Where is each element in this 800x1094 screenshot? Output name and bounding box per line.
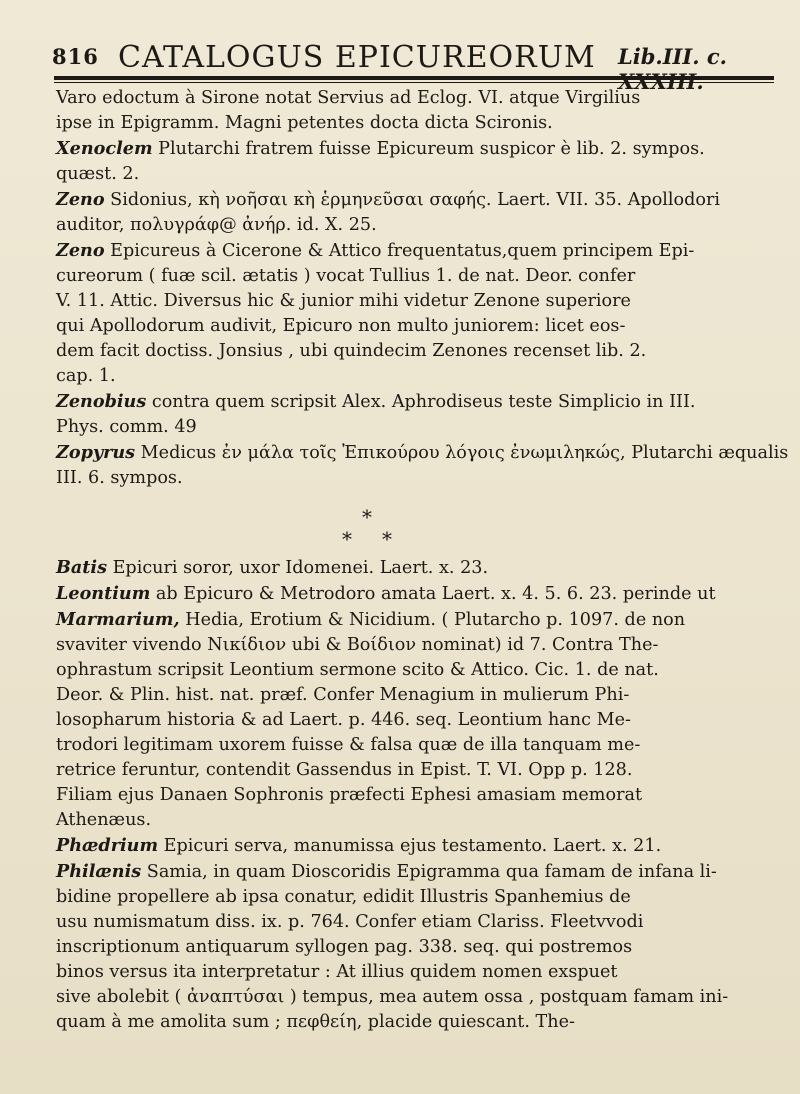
separator-star: * <box>342 527 352 551</box>
entry-headword: Zopyrus <box>56 442 136 463</box>
text-line: Athenæus. <box>56 810 152 830</box>
entry-headword: Philænis <box>56 861 142 882</box>
text-line: losopharum historia & ad Laert. p. 446. seq. Leontium hanc Me- <box>56 710 631 730</box>
entry-headword: Marmarium, <box>56 609 180 630</box>
text-line: cureorum ( fuæ scil. ætatis ) vocat Tullius 1. de nat. Deor. confer <box>56 266 636 286</box>
text-line: cap. 1. <box>56 366 116 386</box>
text-line: bidine propellere ab ipsa conatur, edidit Illustris Spanhemius de <box>56 887 631 907</box>
text-line: Zeno Epicureus à Cicerone & Attico frequentatus,quem principem Epi- <box>56 240 695 261</box>
separator-star: * <box>362 505 372 529</box>
separator-star: * <box>382 527 392 551</box>
running-header <box>52 40 774 76</box>
text-line: ophrastum scripsit Leontium sermone scito & Attico. Cic. 1. de nat. <box>56 660 659 680</box>
text-line: Zopyrus Medicus ἐν μάλα τοῖς Ἐπικούρου λόγοις ἐνωμιληκώς, Plutarchi æqualis <box>56 442 789 463</box>
entry-headword: Zeno <box>56 189 105 210</box>
text-line: ipse in Epigramm. Magni petentes docta dicta Scironis. <box>56 113 553 133</box>
text-line: Batis Epicuri soror, uxor Idomenei. Laert. x. 23. <box>56 557 489 578</box>
header-rule-thin <box>54 82 774 83</box>
text-line: Phædrium Epicuri serva, manumissa ejus testamento. Laert. x. 21. <box>56 835 662 856</box>
entry-headword: Zeno <box>56 240 105 261</box>
text-line: Deor. & Plin. hist. nat. præf. Confer Menagium in mulierum Phi- <box>56 685 630 705</box>
text-line: usu numismatum diss. ix. p. 764. Confer etiam Clariss. Fleetvvodi <box>56 912 644 932</box>
text-line: Philænis Samia, in quam Dioscoridis Epigramma qua famam de infana li- <box>56 861 717 882</box>
text-line: Xenoclem Plutarchi fratrem fuisse Epicureum suspicor è lib. 2. sympos. <box>56 138 705 159</box>
text-line: binos versus ita interpretatur : At illius quidem nomen exspuet <box>56 962 618 982</box>
text-line: III. 6. sympos. <box>56 468 183 488</box>
text-line: retrice feruntur, contendit Gassendus in Epist. T. VI. Opp p. 128. <box>56 760 633 780</box>
text-line: Leontium ab Epicuro & Metrodoro amata Laert. x. 4. 5. 6. 23. perinde ut <box>56 583 716 604</box>
text-line: Phys. comm. 49 <box>56 417 197 437</box>
text-line: Varo edoctum à Sirone notat Servius ad Eclog. VI. atque Virgilius <box>56 88 641 108</box>
section-female-epicureans <box>56 555 780 1035</box>
text-line: trodori legitimam uxorem fuisse & falsa quæ de illa tanquam me- <box>56 735 641 755</box>
section-separator <box>56 505 780 555</box>
text-line: svaviter vivendo Νικίδιον ubi & Βοίδιον nominat) id 7. Contra The- <box>56 635 659 655</box>
text-line: Zenobius contra quem scripsit Alex. Aphrodiseus teste Simplicio in III. <box>56 391 696 412</box>
text-line: qui Apollodorum audivit, Epicuro non multo juniorem: licet eos- <box>56 316 626 336</box>
text-line: dem facit doctiss. Jonsius , ubi quindecim Zenones recenset lib. 2. <box>56 341 647 361</box>
body-text <box>56 86 789 1035</box>
entry-headword: Phædrium <box>56 835 159 856</box>
running-title: CATALOGUS EPICUREORUM <box>118 40 596 75</box>
text-line: quæst. 2. <box>56 164 140 184</box>
text-line: auditor, πολυγράφ@ ἀνήρ. id. X. 25. <box>56 215 377 235</box>
section-male-epicureans <box>56 86 789 491</box>
page-number: 816 <box>52 44 99 69</box>
text-line: V. 11. Attic. Diversus hic & junior mihi videtur Zenone superiore <box>56 291 631 311</box>
entry-headword: Xenoclem <box>56 138 153 159</box>
text-line: Filiam ejus Danaen Sophronis præfecti Ephesi amasiam memorat <box>56 785 643 805</box>
chapter-reference: Lib.III. c. <box>618 44 727 69</box>
text-line: quam à me amolita sum ; πεφθείη, placide quiescant. The- <box>56 1012 575 1032</box>
entry-headword: Zenobius <box>56 391 147 412</box>
entry-headword: Batis <box>56 557 107 578</box>
text-line: sive abolebit ( ἀναπτύσαι ) tempus, mea autem ossa , postquam famam ini- <box>56 987 729 1007</box>
text-line: Zeno Sidonius, κὴ νοῆσαι κὴ ἑρμηνεῦσαι σαφής. Laert. VII. 35. Apollodori <box>56 189 721 210</box>
entry-headword: Leontium <box>56 583 151 604</box>
header-rule-thick <box>54 76 774 80</box>
text-line: inscriptionum antiquarum syllogen pag. 338. seq. qui postremos <box>56 937 633 957</box>
text-line: Marmarium, Hedia, Erotium & Nicidium. ( Plutarcho p. 1097. de non <box>56 609 686 630</box>
